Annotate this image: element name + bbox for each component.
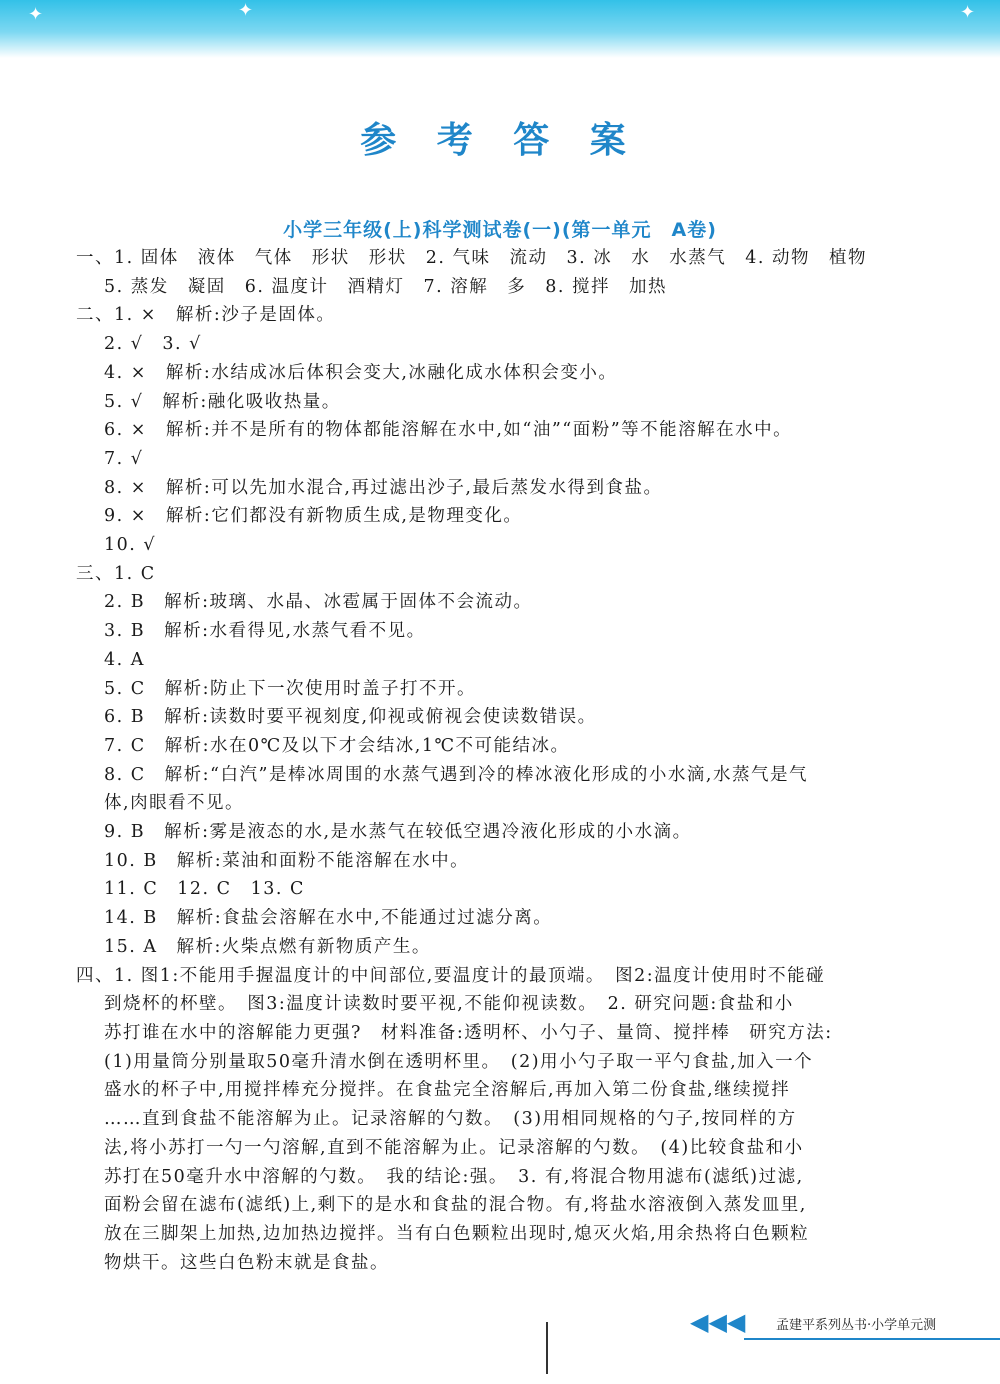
section-3-answer: 7. C 解析:水在0℃及以下才会结冰,1℃不可能结冰。 [104, 735, 570, 756]
answer-content [76, 244, 912, 1277]
test-paper-subtitle: 小学三年级(上)科学测试卷(一)(第一单元 A卷) [283, 219, 717, 241]
section-4-line: 四、1. 图1:不能用手握温度计的中间部位,要温度计的最顶端。 图2:温度计使用时不能碰 [76, 965, 826, 986]
section-4-line: 法,将小苏打一勺一勺溶解,直到不能溶解为止。记录溶解的勺数。 (4)比较食盐和小 [104, 1137, 804, 1158]
sparkle-icon: ✦ [960, 2, 976, 23]
section-3-answer: 2. B 解析:玻璃、水晶、冰雹属于固体不会流动。 [104, 592, 533, 613]
section-3-answer: 14. B 解析:食盐会溶解在水中,不能通过过滤分离。 [104, 908, 553, 929]
sparkle-icon: ✦ [28, 4, 44, 25]
section-1-line-1: 一、1. 固体 液体 气体 形状 形状 2. 气味 流动 3. 冰 水 水蒸气 4. 动物 植物 [76, 248, 868, 268]
section-4-line: 放在三脚架上加热,边加热边搅拌。当有白色颗粒出现时,熄灭火焰,用余热将白色颗粒 [104, 1223, 810, 1244]
section-1-line-2: 5. 蒸发 凝固 6. 温度计 酒精灯 7. 溶解 多 8. 搅拌 加热 [104, 276, 668, 297]
section-3-answer: 5. C 解析:防止下一次使用时盖子打不开。 [104, 678, 477, 699]
section-4-line: 苏打谁在水中的溶解能力更强? 材料准备:透明杯、小勺子、量筒、搅拌棒 研究方法: [104, 1022, 833, 1043]
section-3-answer: 4. A [104, 649, 145, 670]
section-4-line: 苏打在50毫升水中溶解的勺数。 我的结论:强。 3. 有,将混合物用滤布(滤纸)过滤, [104, 1166, 804, 1187]
page-footer [690, 1308, 1000, 1342]
section-3-answer: 三、1. C [76, 563, 156, 584]
section-2-answer: 6. × 解析:并不是所有的物体都能溶解在水中,如“油”“面粉”等不能溶解在水中。 [104, 420, 793, 441]
section-2-answer: 二、1. × 解析:沙子是固体。 [76, 305, 336, 326]
section-4-line: 到烧杯的杯壁。 图3:温度计读数时要平视,不能仰视读数。 2. 研究问题:食盐和小 [104, 994, 794, 1015]
section-3-answer: 11. C 12. C 13. C [104, 879, 305, 900]
page-title: 参 考 答 案 [360, 120, 640, 161]
section-4-line: ……直到食盐不能溶解为止。记录溶解的勺数。 (3)用相同规格的勺子,按同样的方 [104, 1109, 797, 1130]
section-4-line: (1)用量筒分别量取50毫升清水倒在透明杯里。 (2)用小勺子取一平勺食盐,加入一个 [104, 1051, 814, 1072]
section-4-line: 物烘干。这些白色粉末就是食盐。 [104, 1252, 389, 1273]
binding-mark [546, 1322, 548, 1374]
section-3-answer-continued: 体,肉眼看不见。 [104, 793, 245, 814]
section-2-answer: 9. × 解析:它们都没有新物质生成,是物理变化。 [104, 506, 523, 527]
section-2-answer: 10. √ [104, 535, 157, 556]
section-3-answer: 9. B 解析:雾是液态的水,是水蒸气在较低空遇冷液化形成的小水滴。 [104, 822, 692, 843]
footer-series-name: 孟建平系列丛书·小学单元测 [776, 1318, 937, 1333]
section-3-answer: 8. C 解析:“白汽”是棒冰周围的水蒸气遇到冷的棒冰液化形成的小水滴,水蒸气是气 [104, 764, 808, 785]
top-decorative-band [0, 0, 1000, 58]
double-left-arrow-icon: ◀◀◀ [690, 1308, 746, 1336]
section-2-answer: 8. × 解析:可以先加水混合,再过滤出沙子,最后蒸发水得到食盐。 [104, 477, 663, 498]
section-2-answer: 7. √ [104, 448, 144, 469]
sparkle-icon: ✦ [238, 0, 254, 21]
section-3-answer: 10. B 解析:菜油和面粉不能溶解在水中。 [104, 850, 470, 871]
section-2-answer: 2. √ 3. √ [104, 334, 202, 355]
section-4-line: 盛水的杯子中,用搅拌棒充分搅拌。在食盐完全溶解后,再加入第二份食盐,继续搅拌 [104, 1080, 791, 1101]
section-3-answer: 3. B 解析:水看得见,水蒸气看不见。 [104, 621, 426, 642]
section-3-answer: 15. A 解析:火柴点燃有新物质产生。 [104, 936, 431, 957]
section-4-line: 面粉会留在滤布(滤纸)上,剩下的是水和食盐的混合物。有,将盐水溶液倒入蒸发皿里, [104, 1195, 807, 1216]
section-2-answer: 5. √ 解析:融化吸收热量。 [104, 391, 341, 412]
section-2-answer: 4. × 解析:水结成冰后体积会变大,冰融化成水体积会变小。 [104, 362, 618, 383]
footer-rule [744, 1338, 1000, 1340]
section-3-answer: 6. B 解析:读数时要平视刻度,仰视或俯视会使读数错误。 [104, 707, 597, 728]
